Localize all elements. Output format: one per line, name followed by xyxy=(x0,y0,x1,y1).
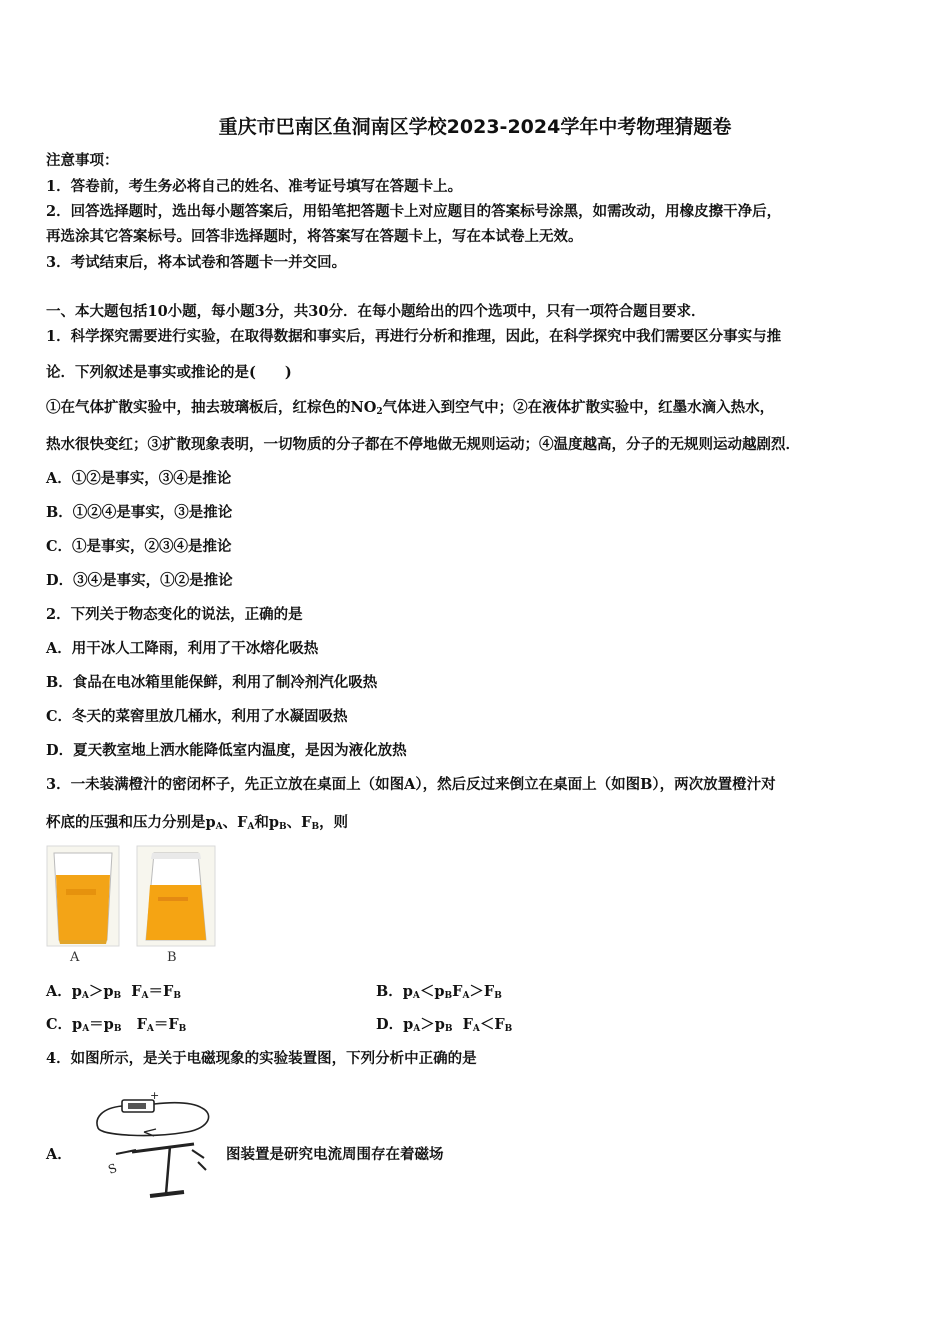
notice-item: 2．回答选择题时，选出每小题答案后，用铅笔把答题卡上对应题目的答案标号涂黑，如需改动，用橡皮擦干净后， xyxy=(46,203,782,220)
q3-option-c: C．$p_A=p_B$ $F_A=F_B$ xyxy=(46,1016,187,1034)
cup-a-photo xyxy=(47,846,119,946)
q1-stem-line: 论．下列叙述是事实或推论的是( ) xyxy=(46,364,292,381)
notice-heading: 注意事项： xyxy=(46,152,119,169)
q2-stem: 2．下列关于物态变化的说法，正确的是 xyxy=(46,606,303,623)
q3-option-a: A．$p_A>p_B$ $F_A=F_B$ xyxy=(46,983,181,1001)
q3-stem-line: 3．一未装满橙汁的密闭杯子，先正立放在桌面上（如图A），然后反过来倒立在桌面上（如图B），两次放置橙汁对 xyxy=(46,776,776,793)
q2-option-b: B．食品在电冰箱里能保鲜，利用了制冷剂汽化吸热 xyxy=(46,674,378,691)
magnet-s-label: S xyxy=(106,1160,119,1177)
q4-option-a-text: 图装置是研究电流周围存在着磁场 xyxy=(226,1146,444,1163)
oersted-apparatus-figure xyxy=(92,1088,218,1204)
q3-stem-line: 杯底的压强和压力分别是$p_A$、$F_A$和$p_B$、$F_B$，则 xyxy=(46,814,349,832)
q3-option-d: D．$p_A>p_B$ $F_A<F_B$ xyxy=(376,1016,513,1034)
q3-cups-figure xyxy=(46,845,218,965)
q1-option-c: C．①是事实，②③④是推论 xyxy=(46,538,232,555)
q2-option-c: C．冬天的菜窖里放几桶水，利用了水凝固吸热 xyxy=(46,708,348,725)
q3-option-b: B．$p_A<p_BF_A>F_B$ xyxy=(376,983,502,1001)
notice-item: 1．答卷前，考生务必将自己的姓名、准考证号填写在答题卡上。 xyxy=(46,178,463,195)
battery-plus-label: + xyxy=(150,1089,160,1102)
q4-stem: 4．如图所示，是关于电磁现象的实验装置图，下列分析中正确的是 xyxy=(46,1050,477,1067)
q4-option-a-label: A． xyxy=(46,1146,72,1163)
q1-option-b: B．①②④是事实，③是推论 xyxy=(46,504,233,521)
q1-stem-line: ①在气体扩散实验中，抽去玻璃板后，红棕色的$NO_2$气体进入到空气中；②在液体扩散实验中，红墨水滴入热水， xyxy=(46,399,775,417)
cup-b-photo xyxy=(137,846,215,946)
q1-stem-line: 热水很快变红；③扩散现象表明，一切物质的分子都在不停地做无规则运动；④温度越高，分子的无规则运动越剧烈． xyxy=(46,436,800,453)
q1-stem-line: 1．科学探究需要进行实验，在取得数据和事实后，再进行分析和推理，因此，在科学探究中我们需要区分事实与推 xyxy=(46,328,782,345)
q2-option-d: D．夏天教室地上洒水能降低室内温度，是因为液化放热 xyxy=(46,742,407,759)
notice-item: 再选涂其它答案标号。回答非选择题时，将答案写在答题卡上，写在本试卷上无效。 xyxy=(46,228,583,245)
cup-a-label: A xyxy=(70,950,80,965)
section-heading: 一、本大题包括10小题，每小题3分，共30分．在每小题给出的四个选项中，只有一项符合题目要求． xyxy=(46,303,706,320)
q1-option-d: D．③④是事实，①②是推论 xyxy=(46,572,233,589)
cup-b-label: B xyxy=(167,950,177,965)
q1-option-a: A．①②是事实，③④是推论 xyxy=(46,470,232,487)
q2-option-a: A．用干冰人工降雨，利用了干冰熔化吸热 xyxy=(46,640,319,657)
notice-item: 3．考试结束后，将本试卷和答题卡一并交回。 xyxy=(46,254,347,271)
page-title: 重庆市巴南区鱼洞南区学校2023-2024学年中考物理猜题卷 xyxy=(218,116,732,138)
